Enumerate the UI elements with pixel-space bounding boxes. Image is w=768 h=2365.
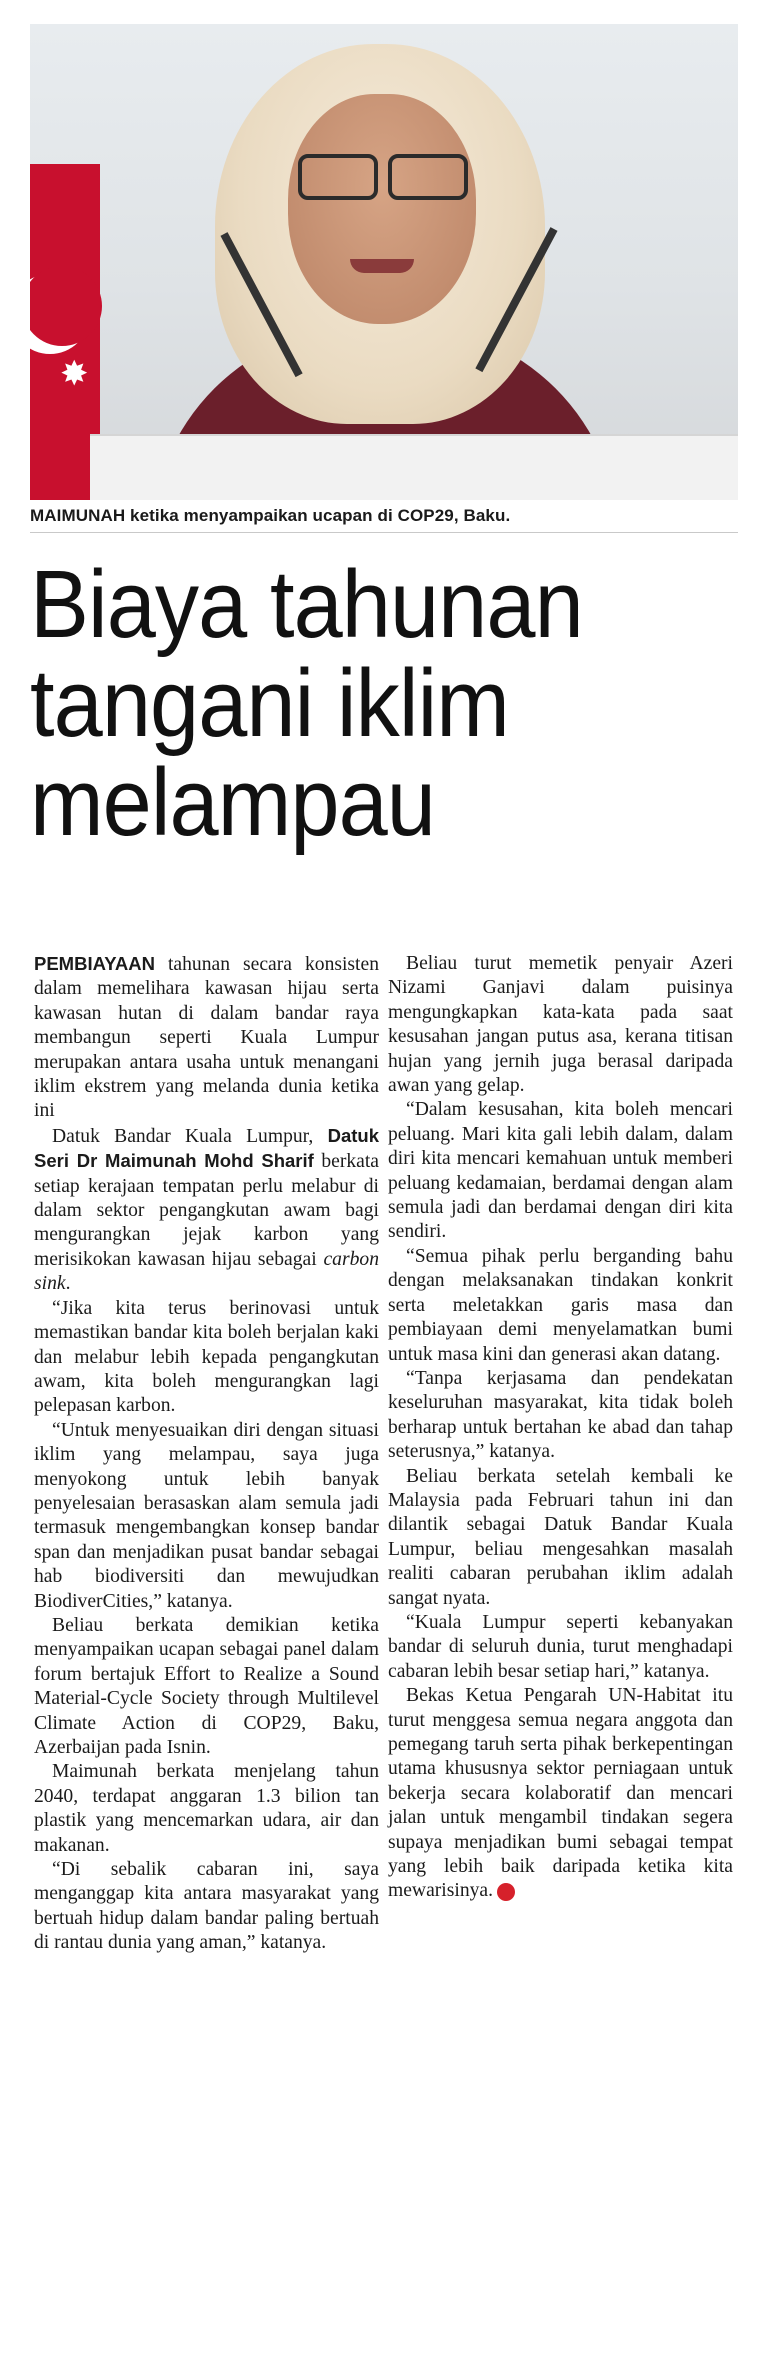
- divider: [30, 532, 738, 533]
- paragraph: Beliau berkata demikian ketika menyampaikan ucapan sebagai panel dalam forum bertajuk Effort to Realize a Sound Material-Cycle Society through Multilevel Climate Action di COP29, Baku, Azerbaijan pada Isnin.: [34, 1614, 379, 1758]
- headline-line-2: tangani iklim: [30, 650, 509, 757]
- paragraph: “Tanpa kerjasama dan pendekatan keseluruhan masyarakat, kita tidak boleh berharap untuk bertahan ke abad dan tahap seterusnya,” katanya.: [388, 1367, 733, 1463]
- paragraph: PEMBIAYAAN tahunan secara konsisten dalam memelihara kawasan hijau serta kawasan hutan di dalam bandar raya membangun seperti Kuala Lumpur merupakan antara usaha untuk menangani iklim ekstrem yang melanda dunia ketika ini: [34, 953, 379, 1122]
- paragraph: Bekas Ketua Pengarah UN-Habitat itu turut menggesa semua negara anggota dan pemegang taruh serta pihak berkepentingan utama khususnya sektor perniagaan untuk bekerja secara kolaboratif dan mencari jalan untuk mengambil tindakan segera supaya menjadikan bumi sebagai tempat yang lebih baik daripada ketika kita mewarisinya. »: [388, 1685, 733, 1902]
- publication-logo-icon: »: [497, 1883, 515, 1901]
- paragraph: Datuk Bandar Kuala Lumpur, Datuk Seri Dr Maimunah Mohd Sharif berkata setiap kerajaan tempatan perlu melabur di dalam sektor pengangkutan awam bagi mengurangkan jejak karbon yang merisikokan kawasan hijau sebagai carbon sink.: [34, 1124, 379, 1295]
- paragraph: Beliau berkata setelah kembali ke Malaysia pada Februari tahun ini dan dilantik sebagai Datuk Bandar Kuala Lumpur, beliau mengesahkan masalah realiti cabaran perubahan iklim adalah sangat nyata.: [388, 1465, 733, 1609]
- term-italic: carbon sink: [34, 1248, 379, 1295]
- photo-caption: MAIMUNAH ketika menyampaikan ucapan di COP29, Baku.: [30, 506, 511, 525]
- paragraph: “Dalam kesusahan, kita boleh mencari peluang. Mari kita gali lebih dalam, dalam diri kita mencari kemahuan untuk memberi peluang kedamaian, berdamai dengan alam semula jadi dan berdamai dengan diri kita sendiri.: [388, 1099, 733, 1243]
- paragraph: “Kuala Lumpur seperti kebanyakan bandar di seluruh dunia, turut menghadapi cabaran lebih besar setiap hari,” katanya.: [388, 1611, 733, 1682]
- headline-line-3: melampau: [30, 749, 436, 856]
- headline: [30, 551, 692, 856]
- star-icon: ✸: [60, 354, 89, 394]
- news-photo: [30, 24, 738, 500]
- article-column-right: [388, 952, 733, 1904]
- article-column-left: [34, 952, 379, 1956]
- headline-line-1: Biaya tahunan: [30, 551, 583, 658]
- paragraph: “Di sebalik cabaran ini, saya menganggap kita antara masyarakat yang bertuah hidup dalam bandar paling bertuah di rantau dunia yang aman,” katanya.: [34, 1859, 379, 1954]
- paragraph: Maimunah berkata menjelang tahun 2040, terdapat anggaran 1.3 bilion tan plastik yang mencemarkan udara, air dan makanan.: [34, 1761, 379, 1856]
- paragraph: Beliau turut memetik penyair Azeri Nizami Ganjavi dalam puisinya mengungkapkan kata-kata pada saat kesusahan jangan putus asa, kerana titisan hujan yang jernih juga berasal daripada awan yang gelap.: [388, 953, 733, 1097]
- paragraph: “Semua pihak perlu berganding bahu dengan melaksanakan tindakan konkrit serta meletakkan garis masa dan pembiayaan demi menyelamatkan bumi untuk masa kini dan generasi akan datang.: [388, 1245, 733, 1365]
- paragraph: “Jika kita terus berinovasi untuk memastikan bandar kita boleh berjalan kaki dan melabur lebih kepada pengangkutan awam, kita boleh mengurangkan lagi pelepasan karbon.: [34, 1297, 379, 1417]
- lead-word: PEMBIAYAAN: [34, 953, 155, 974]
- paragraph: “Untuk menyesuaikan diri dengan situasi iklim yang melampau, saya juga menyokong untuk lebih banyak penyelesaian berasaskan alam semula jadi termasuk mengembangkan konsep bandar span dan menjadikan pusat bandar sebagai hab biodiversiti dan mewujudkan BiodiverCities,” katanya.: [34, 1419, 379, 1612]
- speaker-face: [288, 94, 476, 324]
- person-name: Datuk Seri Dr Maimunah Mohd Sharif: [34, 1124, 379, 1172]
- podium: [90, 434, 738, 500]
- glasses-icon: [298, 154, 468, 196]
